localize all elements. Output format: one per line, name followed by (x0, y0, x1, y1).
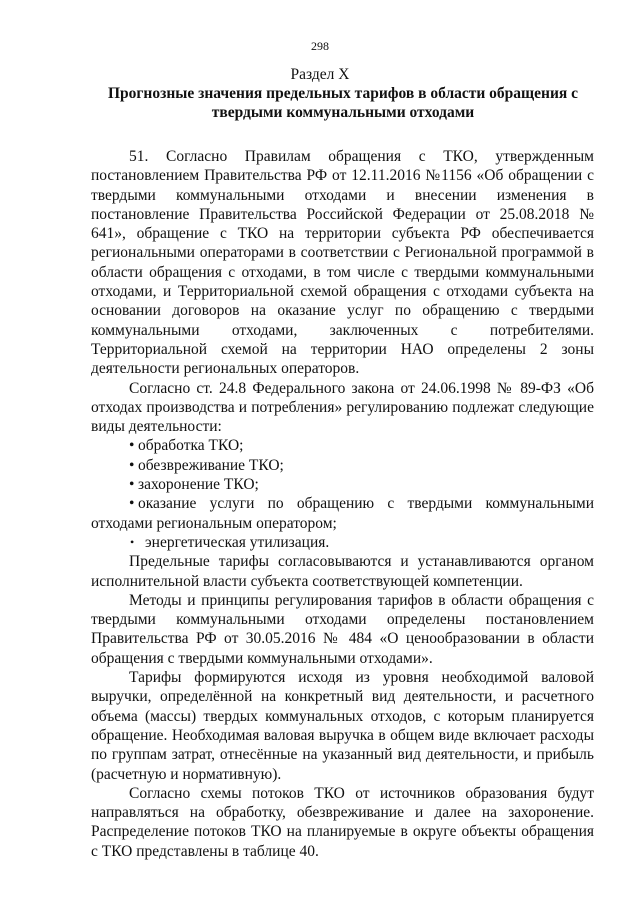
bullet-icon: • (129, 437, 135, 455)
list-item (91, 456, 594, 475)
list-item (91, 533, 594, 552)
section-title: Прогнозные значения предельных тарифов в области обращения с твердыми коммунальными отходами (107, 85, 579, 121)
paragraph-tariff-approval: Предельные тарифы согласовываются и устанавливаются органом исполнительной власти субъекта соответствующей компетенции. (91, 553, 594, 590)
list-item-text: обработка ТКО; (138, 437, 244, 455)
paragraph-regional-operators: 51. Согласно Правилам обращения с ТКО, утвержденным постановлением Правительства РФ от 12.11.2016 №1156 «Об обращении с твердыми коммунальными отходами и внесении изменения в постановление Правительства Российской Федерации от 25.08.2018 № 641», обращение с ТКО на территории субъекта РФ обеспечивается региональными операторами в соответствии с Региональной программой в области обращения с отходами, в том числе с твердыми коммунальными отходами, и Территориальной схемой обращения с отходами субъекта на основании договоров на оказание услуг по обращению с твердыми коммунальными отходами, заключенных с потребителями. Территориальной схемой на территории НАО определены 2 зоны деятельности региональных операторов. (91, 148, 594, 378)
bullet-icon: • (129, 495, 135, 513)
list-item (91, 494, 594, 533)
paragraph-tariff-formation: Тарифы формируются исходя из уровня необходимой валовой выручки, определённой на конкретный вид деятельности, и расчетного объема (массы) твердых коммунальных отходов, с которым планируется обращение. Необходимая валовая выручка в общем виде включает расходы по группам затрат, отнесённые на указанный вид деятельности, и прибыль (расчетную и нормативную). (91, 669, 594, 783)
list-item-text: обезвреживание ТКО; (138, 456, 284, 474)
document-body (91, 147, 594, 861)
paragraph-regulated-activities-intro: Согласно ст. 24.8 Федерального закона от 24.06.1998 № 89-ФЗ «Об отходах производства и потребления» регулированию подлежат следующие виды деятельности: (91, 379, 594, 436)
paragraph-waste-flows: Согласно схемы потоков ТКО от источников образования будут направляться на обработку, обезвреживание и далее на захоронение. Распределение потоков ТКО на планируемые в округе объекты обращения с ТКО представлены в таблице 40. (91, 784, 594, 860)
list-item-text: энергетическая утилизация. (145, 533, 330, 551)
list-item-text: оказание услуги по обращению с твердыми коммунальными отходами региональным оператором; (91, 495, 594, 532)
paragraph-regulation-methods: Методы и принципы регулирования тарифов в области обращения с твердыми коммунальными отходами определены постановлением Правительства РФ от 30.05.2016 № 484 «О ценообразовании в области обращения с твердыми коммунальными отходами». (91, 591, 594, 667)
bullet-icon: • (130, 534, 135, 549)
list-item (91, 475, 594, 494)
list-item-text: захоронение ТКО; (138, 476, 259, 494)
page-number: 298 (311, 39, 329, 53)
section-label: Раздел X (290, 66, 350, 83)
activities-list (91, 436, 594, 552)
list-item (91, 436, 594, 455)
bullet-icon: • (129, 476, 135, 494)
bullet-icon: • (129, 456, 135, 474)
